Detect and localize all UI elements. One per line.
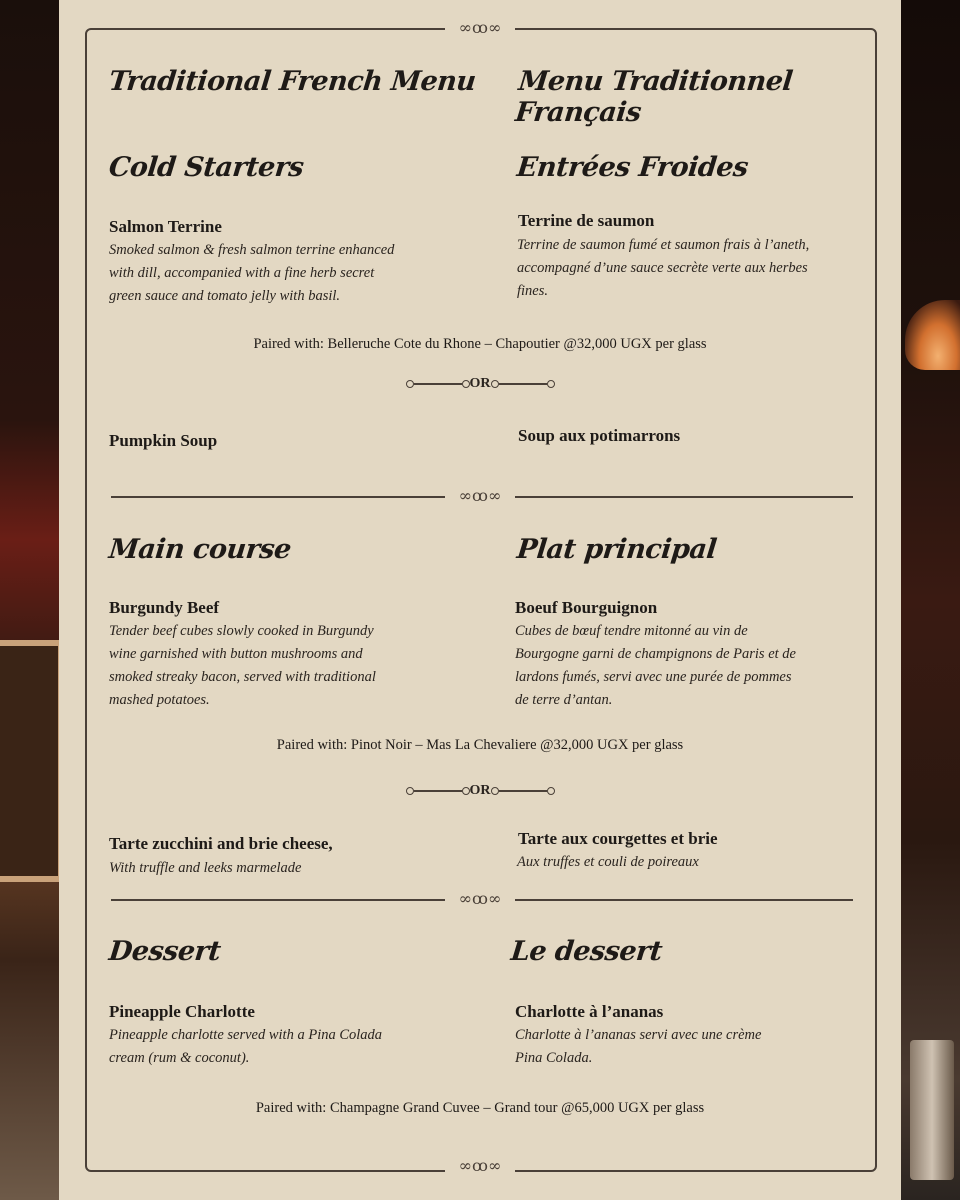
- dish-description-tarte-zucchini-en: With truffle and leeks marmelade: [109, 860, 302, 876]
- menu-title-en: Traditional French Menu: [107, 66, 478, 97]
- or-rule-left: [414, 790, 462, 792]
- section-heading-dessert-en: Dessert: [107, 936, 223, 967]
- dish-name-pineapple-charlotte-en: Pineapple Charlotte: [109, 1002, 255, 1021]
- or-separator: [59, 783, 901, 803]
- dish-name-tarte-zucchini-en: Tarte zucchini and brie cheese,: [109, 834, 333, 853]
- or-rule-right: [499, 383, 547, 385]
- dish-description-tarte-zucchini-fr: Aux truffes et couli de poireaux: [517, 854, 699, 870]
- wall-picture-frame: [0, 640, 64, 882]
- bottom-ornament-icon: ∞ꝏ∞: [445, 1156, 515, 1176]
- dish-name-pumpkin-soup-fr: Soup aux potimarrons: [518, 426, 681, 445]
- menu-card: [59, 0, 901, 1200]
- dish-name-pineapple-charlotte-fr: Charlotte à l’ananas: [515, 1002, 664, 1021]
- dish-description-salmon-terrine-fr: Terrine de saumon fumé et saumon frais à l’aneth, accompagné d’une sauce secrète verte aux herbes fines.: [517, 237, 810, 299]
- or-rule-left: [414, 383, 462, 385]
- wine-pairing-dessert: Paired with: Champagne Grand Cuvee – Grand tour @65,000 UGX per glass: [255, 1100, 705, 1116]
- dish-description-salmon-terrine-en: Smoked salmon & fresh salmon terrine enhanced with dill, accompanied with a fine herb secret green sauce and tomato jelly with basil.: [109, 242, 395, 304]
- divider-ornament-icon: ∞ꝏ∞: [445, 486, 515, 506]
- dish-name-burgundy-beef-fr: Boeuf Bourguignon: [515, 598, 658, 617]
- dish-name-salmon-terrine-fr: Terrine de saumon: [518, 211, 655, 230]
- or-separator: [59, 376, 901, 396]
- section-heading-cold-starters-en: Cold Starters: [107, 152, 305, 183]
- glasses: [910, 1040, 954, 1180]
- dish-description-burgundy-beef-en: Tender beef cubes slowly cooked in Burgundy wine garnished with button mushrooms and smoked streaky bacon, served with traditional mashed potatoes.: [109, 623, 376, 708]
- section-heading-cold-starters-fr: Entrées Froides: [515, 152, 750, 183]
- background-left-panel: [0, 0, 60, 1200]
- background-right-panel: [900, 0, 960, 1200]
- wine-pairing-cold-starters: Paired with: Belleruche Cote du Rhone – Chapoutier @32,000 UGX per glass: [253, 336, 707, 352]
- dish-description-burgundy-beef-fr: Cubes de bœuf tendre mitonné au vin de Bourgogne garni de champignons de Paris et de lardons fumés, servi avec une purée de pommes de terre d’antan.: [515, 623, 796, 708]
- dish-description-pineapple-charlotte-fr: Charlotte à l’ananas servi avec une crème Pina Colada.: [515, 1027, 762, 1066]
- dish-name-pumpkin-soup-en: Pumpkin Soup: [109, 431, 218, 450]
- or-label: OR: [469, 376, 491, 391]
- dish-name-burgundy-beef-en: Burgundy Beef: [109, 598, 220, 617]
- or-label: OR: [469, 783, 491, 798]
- lamp-shade: [905, 300, 960, 370]
- dish-name-salmon-terrine-en: Salmon Terrine: [109, 217, 222, 236]
- dish-name-tarte-zucchini-fr: Tarte aux courgettes et brie: [518, 829, 718, 848]
- menu-title-fr: Menu Traditionnel Français: [513, 66, 794, 128]
- section-heading-dessert-fr: Le dessert: [509, 936, 664, 967]
- section-heading-main-course-fr: Plat principal: [515, 534, 718, 565]
- top-ornament-icon: ∞ꝏ∞: [445, 18, 515, 38]
- or-rule-right: [499, 790, 547, 792]
- dish-description-pineapple-charlotte-en: Pineapple charlotte served with a Pina Colada cream (rum & coconut).: [109, 1027, 383, 1066]
- section-heading-main-course-en: Main course: [107, 534, 293, 565]
- divider-ornament-icon: ∞ꝏ∞: [445, 889, 515, 909]
- wine-pairing-main-course: Paired with: Pinot Noir – Mas La Chevaliere @32,000 UGX per glass: [276, 737, 684, 753]
